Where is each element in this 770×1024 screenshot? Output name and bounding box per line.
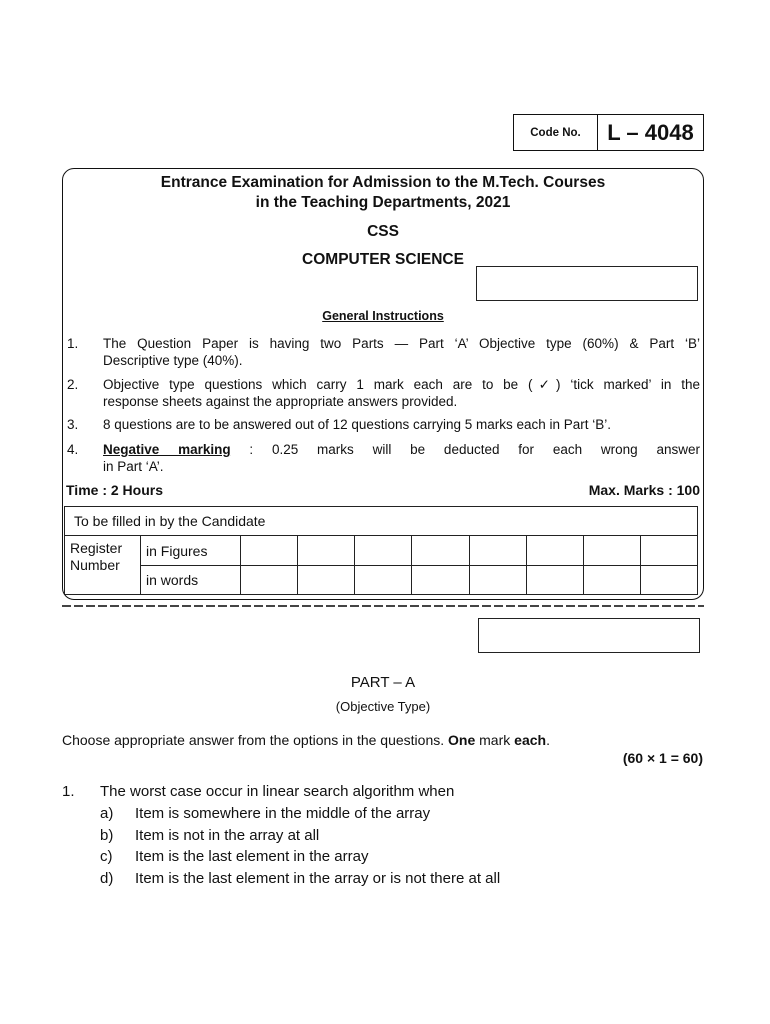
option-item <box>100 846 700 868</box>
option-text: Item is somewhere in the middle of the array <box>135 805 431 822</box>
instruction-line <box>103 441 700 458</box>
option-text: Item is the last element in the array or is not there at all <box>135 870 501 888</box>
option-text: Item is not in the array at all <box>135 826 320 844</box>
register-number-label: Register Number <box>65 536 141 595</box>
figures-digit-box <box>298 536 355 566</box>
dashed-separator <box>62 605 704 607</box>
option-label: a) <box>100 805 114 822</box>
option-item <box>100 825 700 847</box>
words-digit-box <box>355 566 412 595</box>
directions-text: Choose appropriate answer from the options in the questions. <box>62 732 445 748</box>
directions-emphasis-each: each <box>514 732 547 748</box>
option-label: d) <box>100 870 114 888</box>
exam-duration: Time : 2 Hours <box>66 482 163 498</box>
option-label: c) <box>100 848 113 866</box>
code-number-box <box>513 114 704 151</box>
instruction-item <box>103 335 700 369</box>
instruction-item <box>103 416 700 433</box>
option-text: Item is the last element in the array <box>135 848 369 866</box>
instruction-item <box>103 441 700 475</box>
candidate-table-heading: To be filled in by the Candidate <box>65 507 698 536</box>
code-number-label: Code No. <box>514 115 598 150</box>
subject-code: CSS <box>367 223 399 240</box>
answer-directions <box>62 731 550 749</box>
instruction-line: The Question Paper is having two Parts — Part ‘A’ Objective type (60%) & Part ‘B’ <box>103 336 700 351</box>
instructions-heading: General Instructions <box>322 309 444 323</box>
instruction-line: response sheets against the appropriate answers provided. <box>103 394 458 409</box>
option-label: b) <box>100 826 114 844</box>
question-options <box>100 803 700 890</box>
exam-title-line-1: Entrance Examination for Admission to the M.Tech. Courses <box>160 174 606 191</box>
option-item <box>100 803 700 825</box>
part-subtitle: (Objective Type) <box>335 699 431 714</box>
figures-digit-box <box>640 536 697 566</box>
directions-emphasis-one: One <box>448 732 476 748</box>
option-item <box>100 868 700 890</box>
part-title: PART – A <box>350 674 416 691</box>
instruction-line: Descriptive type (40%). <box>103 353 243 368</box>
figures-digit-box <box>526 536 583 566</box>
instruction-line: in Part ‘A’. <box>103 459 164 474</box>
instruction-number: 4. <box>67 442 79 457</box>
exam-title-line-2: in the Teaching Departments, 2021 <box>255 194 511 211</box>
instruction-number: 2. <box>67 377 79 392</box>
max-marks: Max. Marks : 100 <box>588 482 700 498</box>
negative-marking-text: : 0.25 marks will be deducted for each wrong answer <box>249 442 700 457</box>
words-digit-box <box>640 566 697 595</box>
words-digit-box <box>412 566 469 595</box>
in-figures-label: in Figures <box>141 536 241 566</box>
section-marks: (60 × 1 = 60) <box>622 750 703 766</box>
figures-digit-box <box>469 536 526 566</box>
instruction-number: 3. <box>67 417 79 432</box>
directions-mid: mark <box>479 732 511 748</box>
words-digit-box <box>526 566 583 595</box>
blank-entry-box-top <box>476 266 698 301</box>
question-text: The worst case occur in linear search algorithm when <box>100 783 455 800</box>
directions-end: . <box>546 732 550 748</box>
candidate-register-table <box>64 506 698 595</box>
words-digit-box <box>298 566 355 595</box>
instruction-number: 1. <box>67 336 79 351</box>
figures-digit-box <box>583 536 640 566</box>
subject-name: COMPUTER SCIENCE <box>302 251 464 268</box>
instruction-item <box>103 376 700 410</box>
question-number: 1. <box>62 783 75 800</box>
figures-digit-box <box>412 536 469 566</box>
instruction-line: Objective type questions which carry 1 mark each are to be (✓) ‘tick marked’ in the <box>103 377 700 392</box>
code-number-value: L – 4048 <box>607 119 694 145</box>
words-digit-box <box>469 566 526 595</box>
figures-digit-box <box>355 536 412 566</box>
figures-digit-box <box>241 536 298 566</box>
blank-entry-box-bottom <box>478 618 700 653</box>
negative-marking-label: Negative marking <box>103 442 231 457</box>
words-digit-box <box>583 566 640 595</box>
words-digit-box <box>241 566 298 595</box>
in-words-label: in words <box>141 566 241 595</box>
instruction-line: 8 questions are to be answered out of 12 questions carrying 5 marks each in Part ‘B’. <box>103 417 612 432</box>
